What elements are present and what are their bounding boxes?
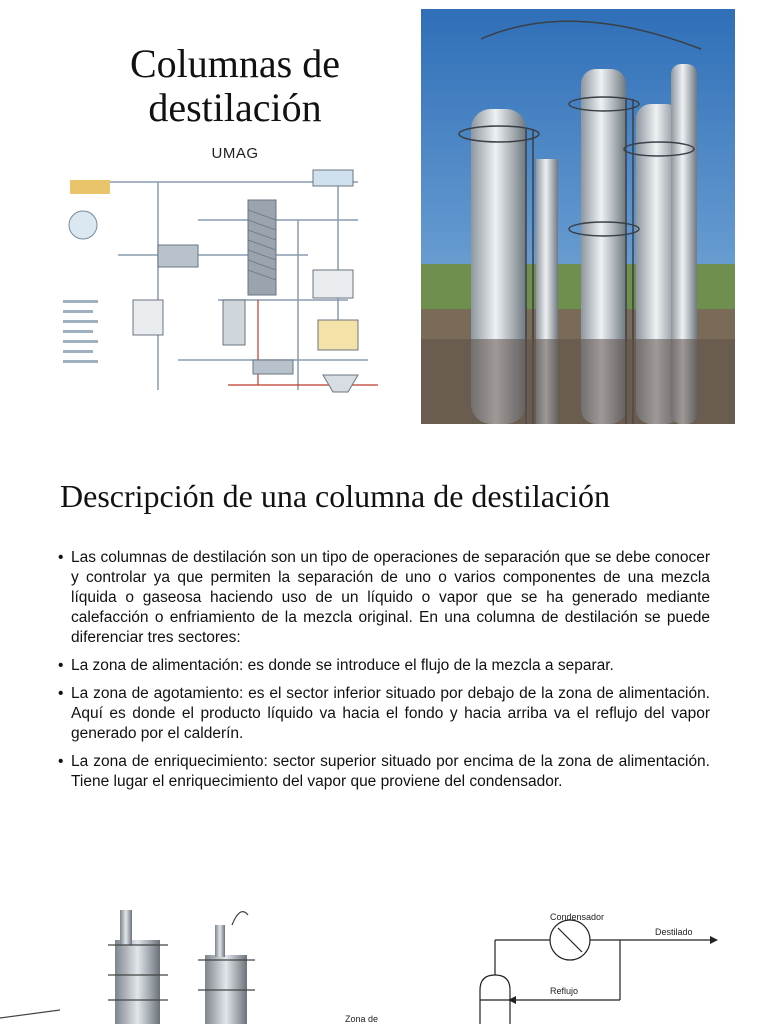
distillate-label: Destilado (655, 927, 693, 937)
distillation-columns-photo (421, 9, 735, 424)
list-item: • La zona de alimentación: es donde se introduce el flujo de la mezcla a separar. (58, 656, 710, 676)
slide-subtitle: UMAG (211, 145, 259, 162)
slide-title: Columnas de destilación (130, 41, 340, 130)
reflux-label: Reflujo (550, 986, 579, 996)
distillation-column-schematic (340, 900, 768, 1024)
list-item: • La zona de enriquecimiento: sector superior situado por encima de la zona de alimentación. Tiene lugar el enriquecimiento del vapor que proviene del condensador. (58, 752, 710, 792)
section-heading: Descripción de una columna de destilación (60, 478, 611, 514)
description-list (58, 548, 710, 800)
list-item: • La zona de agotamiento: es el sector inferior situado por debajo de la zona de alimentación. Aquí es donde el producto líquido va hacia el fondo y hacia arriba va el reflujo del vapor generado por el calderín. (58, 684, 710, 744)
condenser-label: Condensador (550, 912, 605, 922)
zone-label: Zona de (345, 1014, 379, 1024)
process-flow-diagram (58, 160, 388, 405)
distillation-towers-photo (0, 900, 330, 1024)
list-item: • Las columnas de destilación son un tipo de operaciones de separación que se debe conocer y controlar ya que permiten la separación de uno o varios componentes de una mezcla líquida o gaseosa haciendo uso de un líquido o vapor que se ha generado mediante calefacción o enfriamiento de la mezcla original. En una columna de destilación se puede diferenciar tres sectores: (58, 548, 710, 648)
